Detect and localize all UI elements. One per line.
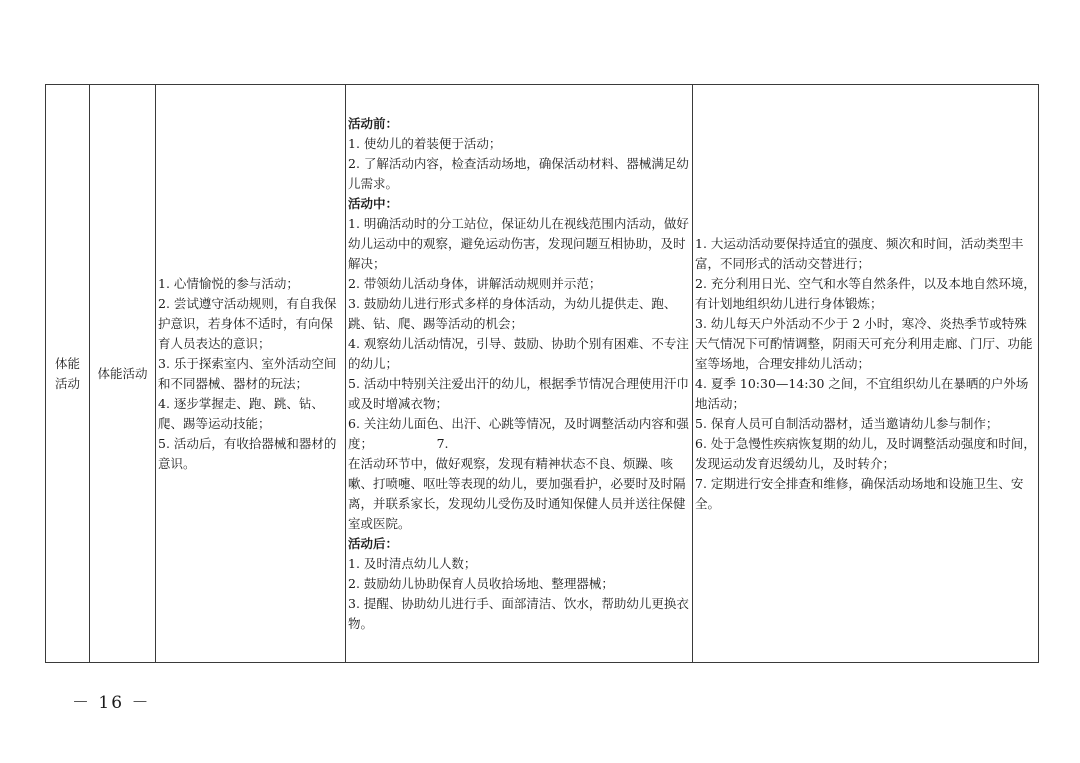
activity-guideline-table bbox=[45, 84, 1039, 663]
goal-item: 2. 尝试遵守活动规则，有自我保护意识，若身体不适时，有向保育人员表达的意识； bbox=[158, 295, 337, 351]
table-row bbox=[46, 85, 1039, 663]
process-cell bbox=[346, 85, 693, 663]
process-item: 3. 提醒、协助幼儿进行手、面部清洁、饮水，帮助幼儿更换衣物。 bbox=[348, 595, 689, 631]
note-item: 4. 夏季 10:30—14:30 之间，不宜组织幼儿在暴晒的户外场地活动； bbox=[695, 375, 1029, 411]
phase-title-during: 活动中： bbox=[348, 195, 399, 211]
process-item: 1. 及时清点幼儿人数； bbox=[348, 555, 477, 571]
process-item: 在活动环节中，做好观察，发现有精神状态不良、烦躁、咳嗽、打喷嚏、呕吐等表现的幼儿，要加强看护，必要时及时隔离，并联系家长，发现幼儿受伤及时通知保健人员并送往保健室或医院。 bbox=[348, 455, 686, 531]
process-item: 1. 使幼儿的着装便于活动； bbox=[348, 135, 502, 151]
process-item: 2. 鼓励幼儿协助保育人员收拾场地、整理器械； bbox=[348, 575, 614, 591]
subcategory-cell: 体能活动 bbox=[90, 85, 156, 663]
process-item: 1. 明确活动时的分工站位，保证幼儿在视线范围内活动，做好幼儿运动中的观察，避免运动伤害，发现问题互相协助，及时解决； bbox=[348, 215, 689, 271]
phase-title-before: 活动前： bbox=[348, 115, 399, 131]
goal-item: 4. 逐步掌握走、跑、跳、钻、爬、踢等运动技能； bbox=[158, 395, 324, 431]
notes-cell bbox=[693, 85, 1039, 663]
note-item: 7. 定期进行安全排查和维修，确保活动场地和设施卫生、安全。 bbox=[695, 475, 1024, 511]
note-item: 5. 保育人员可自制活动器材，适当邀请幼儿参与制作； bbox=[695, 415, 999, 431]
process-item: 4. 观察幼儿活动情况，引导、鼓励、协助个别有困难、不专注的幼儿； bbox=[348, 335, 689, 371]
phase-title-after: 活动后： bbox=[348, 535, 399, 551]
note-item: 2. 充分利用日光、空气和水等自然条件，以及本地自然环境，有计划地组织幼儿进行身体锻炼； bbox=[695, 275, 1036, 311]
process-item: 2. 了解活动内容，检查活动场地，确保活动材料、器械满足幼儿需求。 bbox=[348, 155, 689, 191]
note-item: 1. 大运动活动要保持适宜的强度、频次和时间，活动类型丰富，不同形式的活动交替进行； bbox=[695, 235, 1024, 271]
goal-item: 3. 乐于探索室内、室外活动空间和不同器械、器材的玩法； bbox=[158, 355, 337, 391]
goal-item: 1. 心情愉悦的参与活动； bbox=[158, 275, 299, 291]
goal-item: 5. 活动后，有收拾器械和器材的意识。 bbox=[158, 435, 337, 471]
note-item: 6. 处于急慢性疾病恢复期的幼儿，及时调整活动强度和时间，发现运动发育迟缓幼儿，及时转介； bbox=[695, 435, 1036, 471]
category-cell bbox=[46, 85, 90, 663]
process-item: 6. 关注幼儿面色、出汗、心跳等情况，及时调整活动内容和强度； 7. bbox=[348, 415, 689, 451]
process-item: 5. 活动中特别关注爱出汗的幼儿，根据季节情况合理使用汗巾或及时增减衣物； bbox=[348, 375, 689, 411]
process-item: 3. 鼓励幼儿进行形式多样的身体活动，为幼儿提供走、跑、跳、钻、爬、踢等活动的机会； bbox=[348, 295, 677, 331]
category-line: 活动 bbox=[54, 375, 80, 391]
goals-cell bbox=[156, 85, 346, 663]
note-item: 3. 幼儿每天户外活动不少于 2 小时，寒冷、炎热季节或特殊天气情况下可酌情调整，阴雨天可充分利用走廊、门厅、功能室等场地，合理安排幼儿活动； bbox=[695, 315, 1033, 371]
page-number: － 16 － bbox=[72, 693, 151, 713]
process-item: 2. 带领幼儿活动身体，讲解活动规则并示范； bbox=[348, 275, 602, 291]
category-line: 体能 bbox=[54, 355, 80, 371]
